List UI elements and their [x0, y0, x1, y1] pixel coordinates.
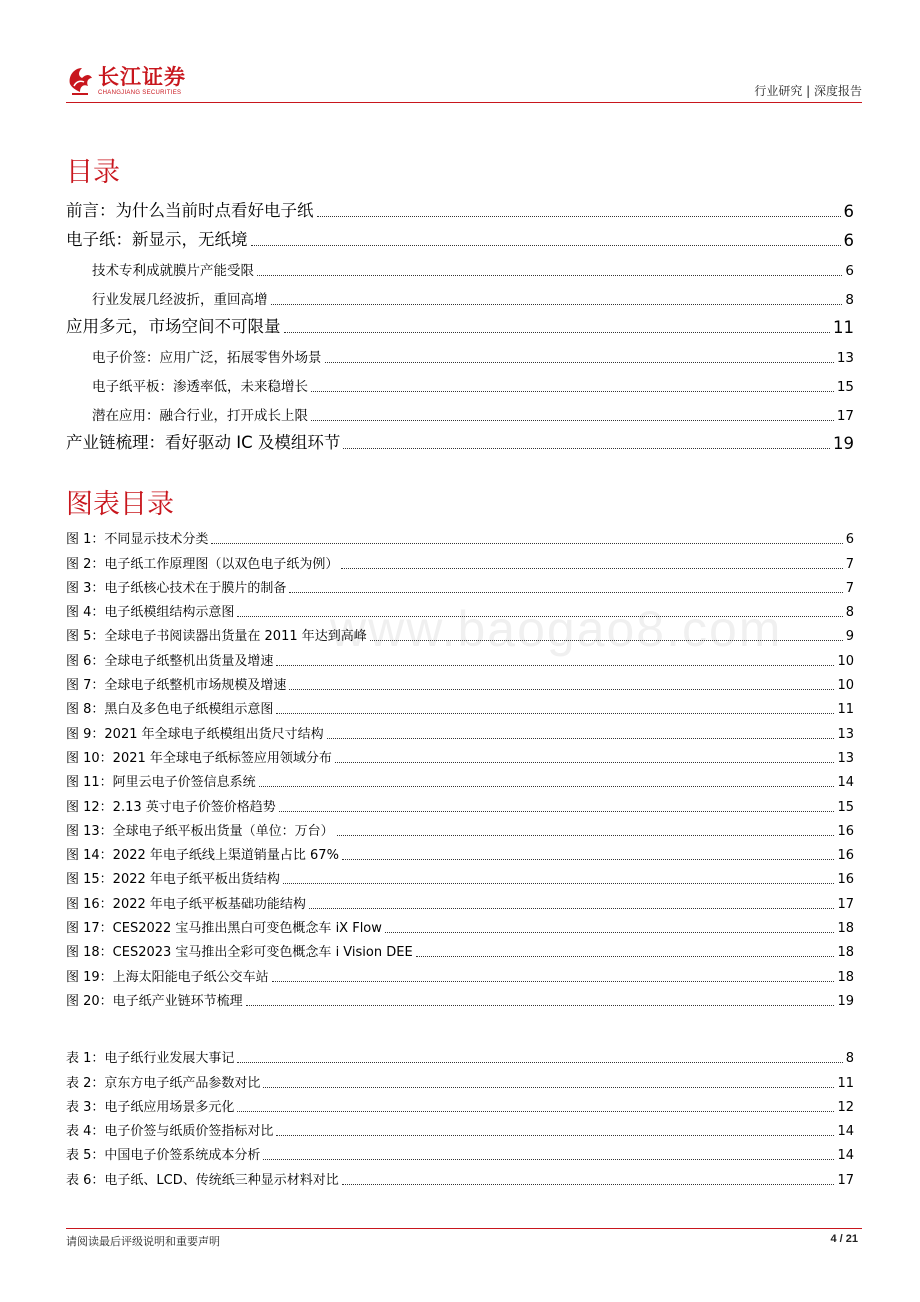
- figure-entry-page: 17: [837, 896, 854, 912]
- toc-entry-page: 6: [845, 263, 854, 279]
- figure-entry-label: 图 15：2022 年电子纸平板出货结构: [66, 872, 280, 888]
- changjiang-logo-icon: [66, 64, 94, 98]
- dot-leader: [279, 810, 835, 812]
- figure-entry[interactable]: [66, 790, 854, 814]
- toc-entry[interactable]: [66, 395, 854, 424]
- figure-entry[interactable]: [66, 936, 854, 960]
- dot-leader: [259, 785, 835, 787]
- page-header: [66, 60, 862, 104]
- table-entry-label: 表 6：电子纸、LCD、传统纸三种显示材料对比: [66, 1172, 339, 1188]
- page-number: 4 / 21: [830, 1233, 858, 1245]
- figure-entry[interactable]: [66, 523, 854, 547]
- figures-title: 图表目录: [66, 489, 174, 520]
- toc-entry-label: 电子纸平板：渗透率低，未来稳增长: [92, 379, 308, 395]
- dot-leader: [263, 1158, 834, 1160]
- figure-entry-page: 8: [845, 605, 854, 621]
- figure-entry-label: 图 5：全球电子书阅读器出货量在 2011 年达到高峰: [66, 629, 367, 645]
- dot-leader: [311, 419, 834, 421]
- figure-entry-page: 13: [837, 750, 854, 766]
- toc-entry[interactable]: [66, 366, 854, 395]
- figure-entry-page: 10: [837, 653, 854, 669]
- figure-entry-label: 图 11：阿里云电子价签信息系统: [66, 775, 256, 791]
- toc-entry[interactable]: [66, 279, 854, 308]
- figure-entry[interactable]: [66, 717, 854, 741]
- dot-leader: [341, 567, 842, 569]
- figure-entry-page: 18: [837, 921, 854, 937]
- table-list: [66, 1042, 854, 1188]
- toc-entry[interactable]: [66, 192, 854, 221]
- figure-entry[interactable]: [66, 766, 854, 790]
- figure-entry-page: 15: [837, 799, 854, 815]
- footer-divider: [66, 1228, 862, 1229]
- table-entry-page: 12: [837, 1099, 854, 1115]
- figure-entry-page: 13: [837, 726, 854, 742]
- figure-entry-page: 19: [837, 993, 854, 1009]
- figure-list: [66, 523, 854, 1009]
- figure-entry-label: 图 13：全球电子纸平板出货量（单位：万台）: [66, 823, 334, 839]
- toc-entry-page: 11: [833, 318, 854, 337]
- toc-list: [66, 192, 854, 453]
- dot-leader: [237, 1061, 842, 1063]
- dot-leader: [385, 931, 835, 933]
- table-entry[interactable]: [66, 1163, 854, 1187]
- figure-entry-label: 图 4：电子纸模组结构示意图: [66, 605, 235, 621]
- dot-leader: [327, 737, 835, 739]
- figure-entry-page: 11: [837, 702, 854, 718]
- figure-entry-page: 18: [837, 969, 854, 985]
- logo-english-name: CHANGJIANG SECURITIES: [98, 89, 182, 96]
- figure-entry-label: 图 1：不同显示技术分类: [66, 532, 209, 548]
- figure-entry-page: 16: [837, 872, 854, 888]
- report-type: 行业研究 | 深度报告: [754, 84, 862, 98]
- figure-entry-label: 图 6：全球电子纸整机出货量及增速: [66, 653, 274, 669]
- figure-entry[interactable]: [66, 985, 854, 1009]
- toc-entry-label: 行业发展几经波折，重回高增: [92, 292, 268, 308]
- toc-entry-label: 技术专利成就膜片产能受限: [92, 263, 254, 279]
- table-entry[interactable]: [66, 1042, 854, 1066]
- dot-leader: [325, 361, 834, 363]
- dot-leader: [283, 882, 835, 884]
- figure-entry-label: 图 18：CES2023 宝马推出全彩可变色概念车 i Vision DEE: [66, 945, 413, 961]
- figure-entry-label: 图 19：上海太阳能电子纸公交车站: [66, 969, 269, 985]
- figure-entry-page: 10: [837, 678, 854, 694]
- figure-entry-page: 9: [845, 629, 854, 645]
- table-entry-label: 表 2：京东方电子纸产品参数对比: [66, 1075, 261, 1091]
- toc-entry[interactable]: [66, 424, 854, 453]
- toc-entry[interactable]: [66, 221, 854, 250]
- table-entry[interactable]: [66, 1139, 854, 1163]
- figure-entry-page: 7: [845, 580, 854, 596]
- dot-leader: [237, 615, 842, 617]
- dot-leader: [246, 1004, 835, 1006]
- figure-entry[interactable]: [66, 960, 854, 984]
- figure-entry-page: 16: [837, 823, 854, 839]
- figure-entry[interactable]: [66, 572, 854, 596]
- dot-leader: [343, 447, 830, 449]
- dot-leader: [337, 834, 835, 836]
- toc-entry-label: 电子价签：应用广泛，拓展零售外场景: [92, 350, 322, 366]
- dot-leader: [211, 542, 842, 544]
- figure-entry[interactable]: [66, 693, 854, 717]
- toc-entry-label: 产业链梳理：看好驱动 IC 及模组环节: [66, 433, 341, 452]
- figure-entry-page: 18: [837, 945, 854, 961]
- dot-leader: [276, 664, 834, 666]
- dot-leader: [342, 1183, 835, 1185]
- figure-entry-page: 6: [845, 532, 854, 548]
- figure-entry[interactable]: [66, 887, 854, 911]
- toc-entry-page: 8: [845, 292, 854, 308]
- toc-entry-page: 15: [836, 379, 854, 395]
- toc-entry[interactable]: [66, 337, 854, 366]
- toc-entry-label: 潜在应用：融合行业，打开成长上限: [92, 408, 308, 424]
- dot-leader: [289, 591, 842, 593]
- toc-entry-page: 13: [836, 350, 854, 366]
- figure-entry[interactable]: [66, 620, 854, 644]
- figure-entry[interactable]: [66, 669, 854, 693]
- figure-entry-label: 图 7：全球电子纸整机市场规模及增速: [66, 678, 287, 694]
- toc-entry[interactable]: [66, 308, 854, 337]
- dot-leader: [276, 1134, 834, 1136]
- dot-leader: [271, 303, 843, 305]
- figure-entry-label: 图 20：电子纸产业链环节梳理: [66, 993, 243, 1009]
- figure-entry[interactable]: [66, 863, 854, 887]
- watermark: www.baogao8.com: [330, 601, 783, 657]
- figure-entry-label: 图 17：CES2022 宝马推出黑白可变色概念车 iX Flow: [66, 921, 382, 937]
- figure-entry-label: 图 12：2.13 英寸电子价签价格趋势: [66, 799, 276, 815]
- toc-entry-label: 电子纸：新显示，无纸境: [66, 230, 248, 249]
- dot-leader: [289, 688, 834, 690]
- dot-leader: [276, 712, 834, 714]
- dot-leader: [311, 390, 834, 392]
- table-entry[interactable]: [66, 1091, 854, 1115]
- dot-leader: [272, 980, 835, 982]
- dot-leader: [237, 1110, 834, 1112]
- dot-leader: [309, 907, 835, 909]
- toc-entry-label: 前言：为什么当前时点看好电子纸: [66, 201, 314, 220]
- figure-entry-label: 图 16：2022 年电子纸平板基础功能结构: [66, 896, 306, 912]
- dot-leader: [257, 274, 842, 276]
- dot-leader: [342, 858, 835, 860]
- dot-leader: [284, 331, 831, 333]
- table-entry-page: 11: [837, 1075, 854, 1091]
- figure-entry-label: 图 9：2021 年全球电子纸模组出货尺寸结构: [66, 726, 324, 742]
- figure-entry[interactable]: [66, 912, 854, 936]
- company-logo: [66, 62, 186, 100]
- footer-disclaimer: 请阅读最后评级说明和重要声明: [66, 1235, 220, 1248]
- table-entry-label: 表 5：中国电子价签系统成本分析: [66, 1148, 261, 1164]
- figure-entry-page: 14: [837, 775, 854, 791]
- logo-chinese-name: 长江证券: [98, 64, 186, 89]
- dot-leader: [317, 215, 841, 217]
- table-entry-page: 14: [837, 1124, 854, 1140]
- figure-entry-page: 7: [845, 556, 854, 572]
- table-entry-label: 表 1：电子纸行业发展大事记: [66, 1051, 235, 1067]
- dot-leader: [416, 955, 835, 957]
- table-entry-label: 表 4：电子价签与纸质价签指标对比: [66, 1124, 274, 1140]
- table-entry-label: 表 3：电子纸应用场景多元化: [66, 1099, 235, 1115]
- dot-leader: [370, 639, 843, 641]
- dot-leader: [335, 761, 835, 763]
- toc-entry-page: 6: [843, 202, 854, 221]
- figure-entry[interactable]: [66, 547, 854, 571]
- toc-entry-page: 17: [836, 408, 854, 424]
- figure-entry-label: 图 10：2021 年全球电子纸标签应用领域分布: [66, 750, 332, 766]
- dot-leader: [251, 244, 841, 246]
- table-entry[interactable]: [66, 1115, 854, 1139]
- table-entry-page: 14: [837, 1148, 854, 1164]
- figure-entry-label: 图 2：电子纸工作原理图（以双色电子纸为例）: [66, 556, 339, 572]
- toc-entry[interactable]: [66, 250, 854, 279]
- figure-entry-label: 图 14：2022 年电子纸线上渠道销量占比 67%: [66, 848, 339, 864]
- figure-entry[interactable]: [66, 815, 854, 839]
- figure-entry[interactable]: [66, 644, 854, 668]
- toc-entry-page: 6: [843, 231, 854, 250]
- figure-entry-page: 16: [837, 848, 854, 864]
- table-entry-page: 8: [845, 1051, 854, 1067]
- figure-entry[interactable]: [66, 596, 854, 620]
- table-entry-page: 17: [837, 1172, 854, 1188]
- toc-entry-label: 应用多元，市场空间不可限量: [66, 317, 281, 336]
- toc-entry-page: 19: [833, 434, 854, 453]
- figure-entry-label: 图 3：电子纸核心技术在于膜片的制备: [66, 580, 287, 596]
- dot-leader: [263, 1086, 834, 1088]
- figure-entry[interactable]: [66, 742, 854, 766]
- table-entry[interactable]: [66, 1066, 854, 1090]
- figure-entry[interactable]: [66, 839, 854, 863]
- toc-title: 目录: [66, 157, 120, 188]
- header-divider: [66, 102, 862, 103]
- figure-entry-label: 图 8：黑白及多色电子纸模组示意图: [66, 702, 274, 718]
